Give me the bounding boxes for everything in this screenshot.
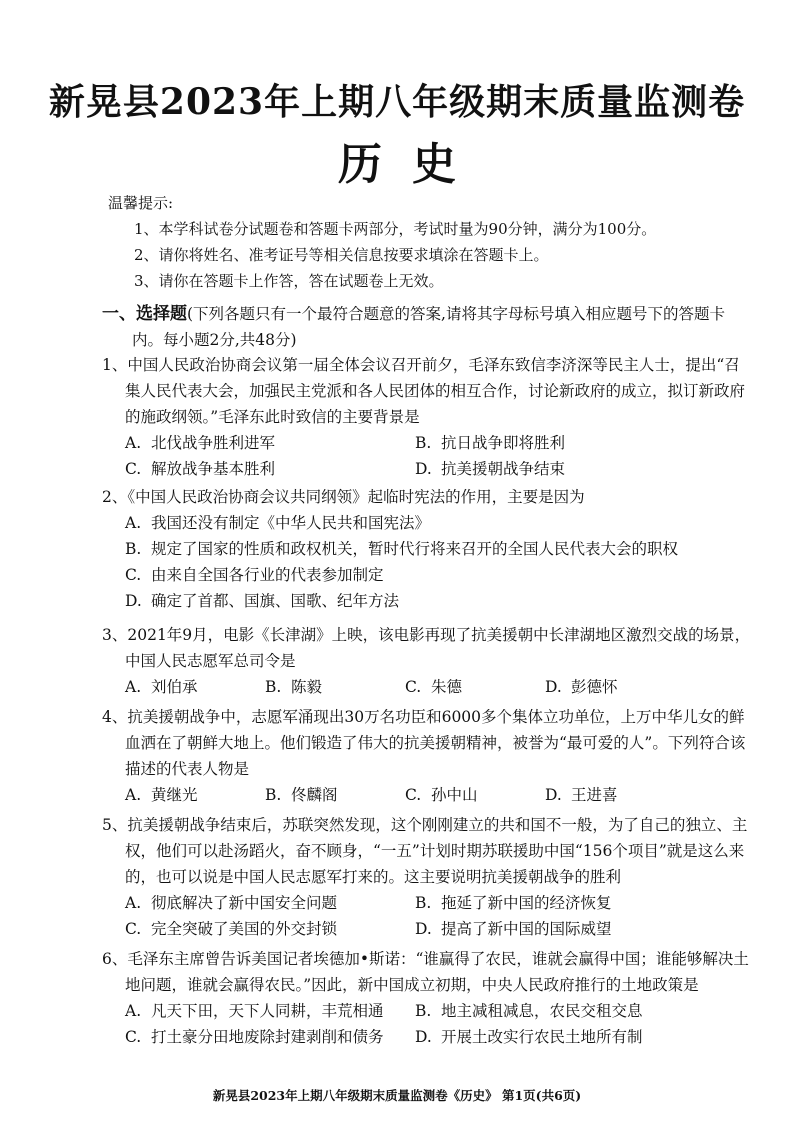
question-text: 集人民代表大会，加强民主党派和各人民团体的相互合作，讨论新政府的成立，拟订新政府: [125, 382, 746, 400]
option-a: A. 凡天下田，天下人同耕，丰荒相通: [125, 1002, 384, 1020]
tip-item: 3、请你在答题卡上作答，答在试题卷上无效。: [134, 272, 444, 290]
option-a: A. 刘伯承: [125, 678, 198, 696]
option-a: A. 彻底解决了新中国安全问题: [125, 894, 338, 912]
question-5: [102, 812, 748, 942]
section-label: 一、选择题: [102, 304, 187, 324]
option-b: B. 拖延了新中国的经济恢复: [415, 894, 612, 912]
option-d: D. 抗美援朝战争结束: [415, 460, 566, 478]
option-d: D. 开展土改实行农民土地所有制: [415, 1028, 643, 1046]
section-description-cont: 内。每小题2分,共48分): [132, 331, 297, 349]
question-text: 1、中国人民政治协商会议第一届全体会议召开前夕，毛泽东致信李济深等民主人士，提出“召: [102, 356, 740, 374]
tip-item: 2、请你将姓名、准考证号等相关信息按要求填涂在答题卡上。: [134, 246, 549, 264]
question-text: 2、《中国人民政治协商会议共同纲领》起临时宪法的作用，主要是因为: [102, 488, 585, 506]
option-d: D. 彭德怀: [545, 678, 618, 696]
option-b: B. 佟麟阁: [265, 786, 338, 804]
question-text: 地问题，谁就会赢得农民。”因此，新中国成立初期，中央人民政府推行的土地政策是: [125, 976, 699, 994]
question-text: 的，也可以说是中国人民志愿军打来的。这主要说明抗美援朝战争的胜利: [125, 868, 622, 886]
question-6: [102, 946, 749, 1050]
option-b: B. 地主减租减息，农民交租交息: [415, 1002, 643, 1020]
option-d: D. 王进喜: [545, 786, 618, 804]
section-header: [102, 301, 742, 353]
question-text: 权，他们可以赴汤蹈火，奋不顾身，“一五”计划时期苏联援助中国“156个项目”就是这么来: [125, 842, 745, 860]
tips-block: [108, 190, 656, 294]
option-d: D. 确定了首都、国旗、国歌、纪年方法: [125, 592, 400, 610]
option-d: D. 提高了新中国的国际威望: [415, 920, 612, 938]
question-text: 4、抗美援朝战争中，志愿军涌现出30万名功臣和6000多个集体立功单位，上万中华儿女的鲜: [102, 708, 745, 726]
question-text: 描述的代表人物是: [125, 760, 250, 778]
question-text: 血洒在了朝鲜大地上。他们锻造了伟大的抗美援朝精神，被誉为“最可爱的人”。下列符合该: [125, 734, 746, 752]
question-1: [102, 352, 746, 482]
question-text: 3、2021年9月，电影《长津湖》上映，该电影再现了抗美援朝中长津湖地区激烈交战的场景，: [102, 626, 751, 644]
option-a: A. 黄继光: [125, 786, 198, 804]
option-c: C. 孙中山: [405, 786, 478, 804]
option-b: B. 规定了国家的性质和政权机关，暂时代行将来召开的全国人民代表大会的职权: [125, 540, 679, 558]
section-description: (下列各题只有一个最符合题意的答案,请将其字母标号填入相应题号下的答题卡: [187, 305, 725, 323]
question-text: 的施政纲领。”毛泽东此时致信的主要背景是: [125, 408, 420, 426]
option-c: C. 完全突破了美国的外交封锁: [125, 920, 338, 938]
question-3: [102, 622, 751, 700]
tip-item: 1、本学科试卷分试题卷和答题卡两部分，考试时量为90分钟，满分为100分。: [134, 220, 657, 238]
exam-title: 新晃县2023年上期八年级期末质量监测卷: [48, 81, 746, 123]
question-2: [102, 484, 742, 614]
option-a: A. 我国还没有制定《中华人民共和国宪法》: [125, 514, 431, 532]
option-c: C. 解放战争基本胜利: [125, 460, 276, 478]
question-text: 6、毛泽东主席曾告诉美国记者埃德加•斯诺：“谁赢得了农民，谁就会赢得中国；谁能够解决土: [102, 950, 749, 968]
option-a: A. 北伐战争胜利进军: [125, 434, 276, 452]
question-text: 5、抗美援朝战争结束后，苏联突然发现，这个刚刚建立的共和国不一般，为了自己的独立、主: [102, 816, 748, 834]
option-c: C. 朱德: [405, 678, 463, 696]
question-4: [102, 704, 746, 808]
option-b: B. 抗日战争即将胜利: [415, 434, 566, 452]
option-c: C. 由来自全国各行业的代表参加制定: [125, 566, 384, 584]
question-text: 中国人民志愿军总司令是: [125, 652, 296, 670]
option-c: C. 打土豪分田地废除封建剥削和债务: [125, 1028, 384, 1046]
page-footer: 新晃县2023年上期八年级期末质量监测卷《历史》 第1页(共6页): [212, 1088, 582, 1103]
option-b: B. 陈毅: [265, 678, 323, 696]
tips-heading: 温馨提示:: [108, 194, 174, 212]
subject-title: 历史: [338, 139, 486, 190]
